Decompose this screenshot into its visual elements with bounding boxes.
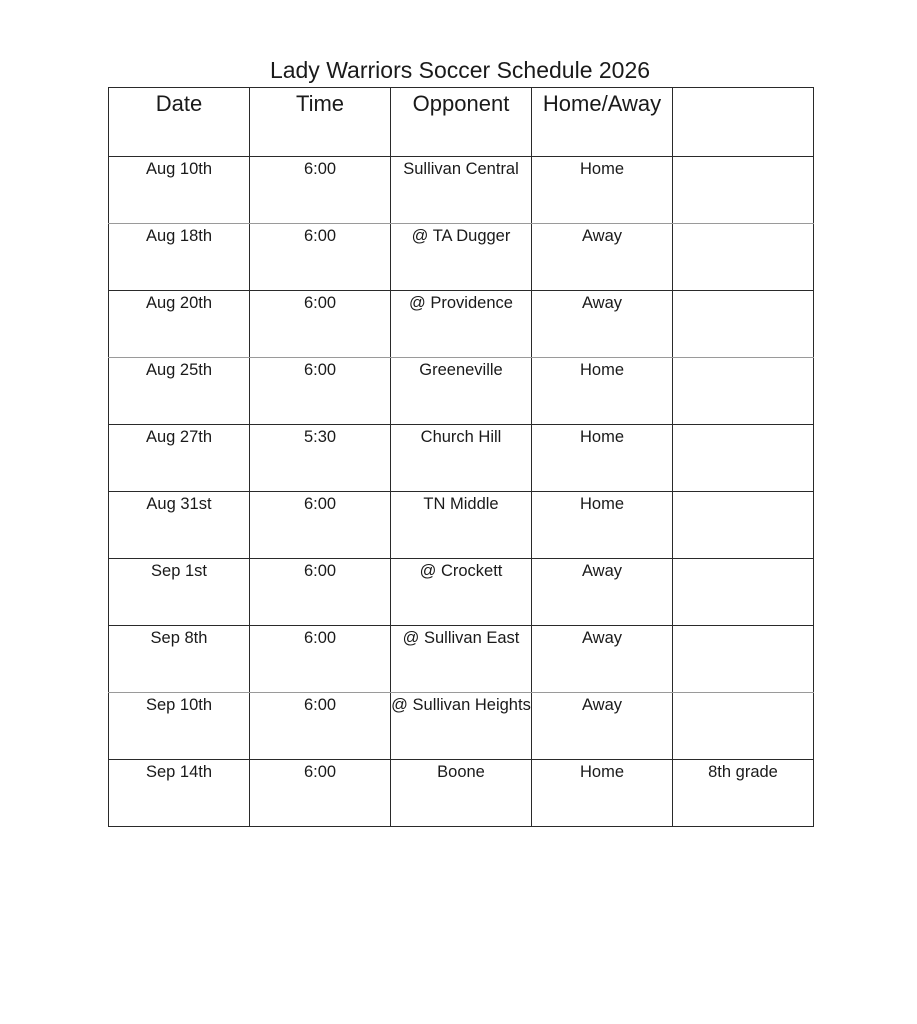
note-cell: [673, 291, 814, 358]
table-row: [109, 224, 814, 291]
note-cell: 8th grade: [673, 760, 814, 827]
opponent-cell: @ Sullivan Heights: [391, 693, 532, 760]
date-cell: Aug 31st: [109, 492, 250, 559]
time-cell: 6:00: [250, 693, 391, 760]
date-cell: Aug 20th: [109, 291, 250, 358]
location-cell: Home: [532, 157, 673, 224]
date-cell: Aug 18th: [109, 224, 250, 291]
table-row: [109, 559, 814, 626]
header-home-away: Home/Away: [532, 88, 673, 157]
location-cell: Home: [532, 492, 673, 559]
date-cell: Sep 10th: [109, 693, 250, 760]
opponent-cell: @ Crockett: [391, 559, 532, 626]
header-opponent: Opponent: [391, 88, 532, 157]
header-date: Date: [109, 88, 250, 157]
date-cell: Aug 27th: [109, 425, 250, 492]
location-cell: Away: [532, 224, 673, 291]
note-cell: [673, 358, 814, 425]
time-cell: 5:30: [250, 425, 391, 492]
date-cell: Sep 14th: [109, 760, 250, 827]
date-cell: Aug 10th: [109, 157, 250, 224]
location-cell: Away: [532, 291, 673, 358]
time-cell: 6:00: [250, 626, 391, 693]
time-cell: 6:00: [250, 157, 391, 224]
location-cell: Away: [532, 559, 673, 626]
table-row: [109, 157, 814, 224]
time-cell: 6:00: [250, 760, 391, 827]
date-cell: Sep 8th: [109, 626, 250, 693]
location-cell: Away: [532, 626, 673, 693]
note-cell: [673, 559, 814, 626]
schedule-table: [108, 87, 814, 827]
table-row: [109, 291, 814, 358]
table-row: [109, 626, 814, 693]
time-cell: 6:00: [250, 559, 391, 626]
opponent-cell: @ Providence: [391, 291, 532, 358]
header-notes: [673, 88, 814, 157]
note-cell: [673, 492, 814, 559]
time-cell: 6:00: [250, 291, 391, 358]
note-cell: [673, 693, 814, 760]
opponent-cell: Church Hill: [391, 425, 532, 492]
table-row: [109, 760, 814, 827]
note-cell: [673, 626, 814, 693]
opponent-cell: Boone: [391, 760, 532, 827]
table-row: [109, 425, 814, 492]
location-cell: Away: [532, 693, 673, 760]
table-row: [109, 358, 814, 425]
location-cell: Home: [532, 425, 673, 492]
date-cell: Aug 25th: [109, 358, 250, 425]
location-cell: Home: [532, 358, 673, 425]
opponent-cell: @ Sullivan East: [391, 626, 532, 693]
opponent-cell: Greeneville: [391, 358, 532, 425]
date-cell: Sep 1st: [109, 559, 250, 626]
page-title: Lady Warriors Soccer Schedule 2026: [269, 57, 651, 83]
note-cell: [673, 425, 814, 492]
time-cell: 6:00: [250, 358, 391, 425]
opponent-cell: @ TA Dugger: [391, 224, 532, 291]
time-cell: 6:00: [250, 224, 391, 291]
note-cell: [673, 157, 814, 224]
header-time: Time: [250, 88, 391, 157]
table-row: [109, 693, 814, 760]
time-cell: 6:00: [250, 492, 391, 559]
note-cell: [673, 224, 814, 291]
table-row: [109, 492, 814, 559]
location-cell: Home: [532, 760, 673, 827]
opponent-cell: TN Middle: [391, 492, 532, 559]
opponent-cell: Sullivan Central: [391, 157, 532, 224]
header-row: [109, 88, 814, 157]
